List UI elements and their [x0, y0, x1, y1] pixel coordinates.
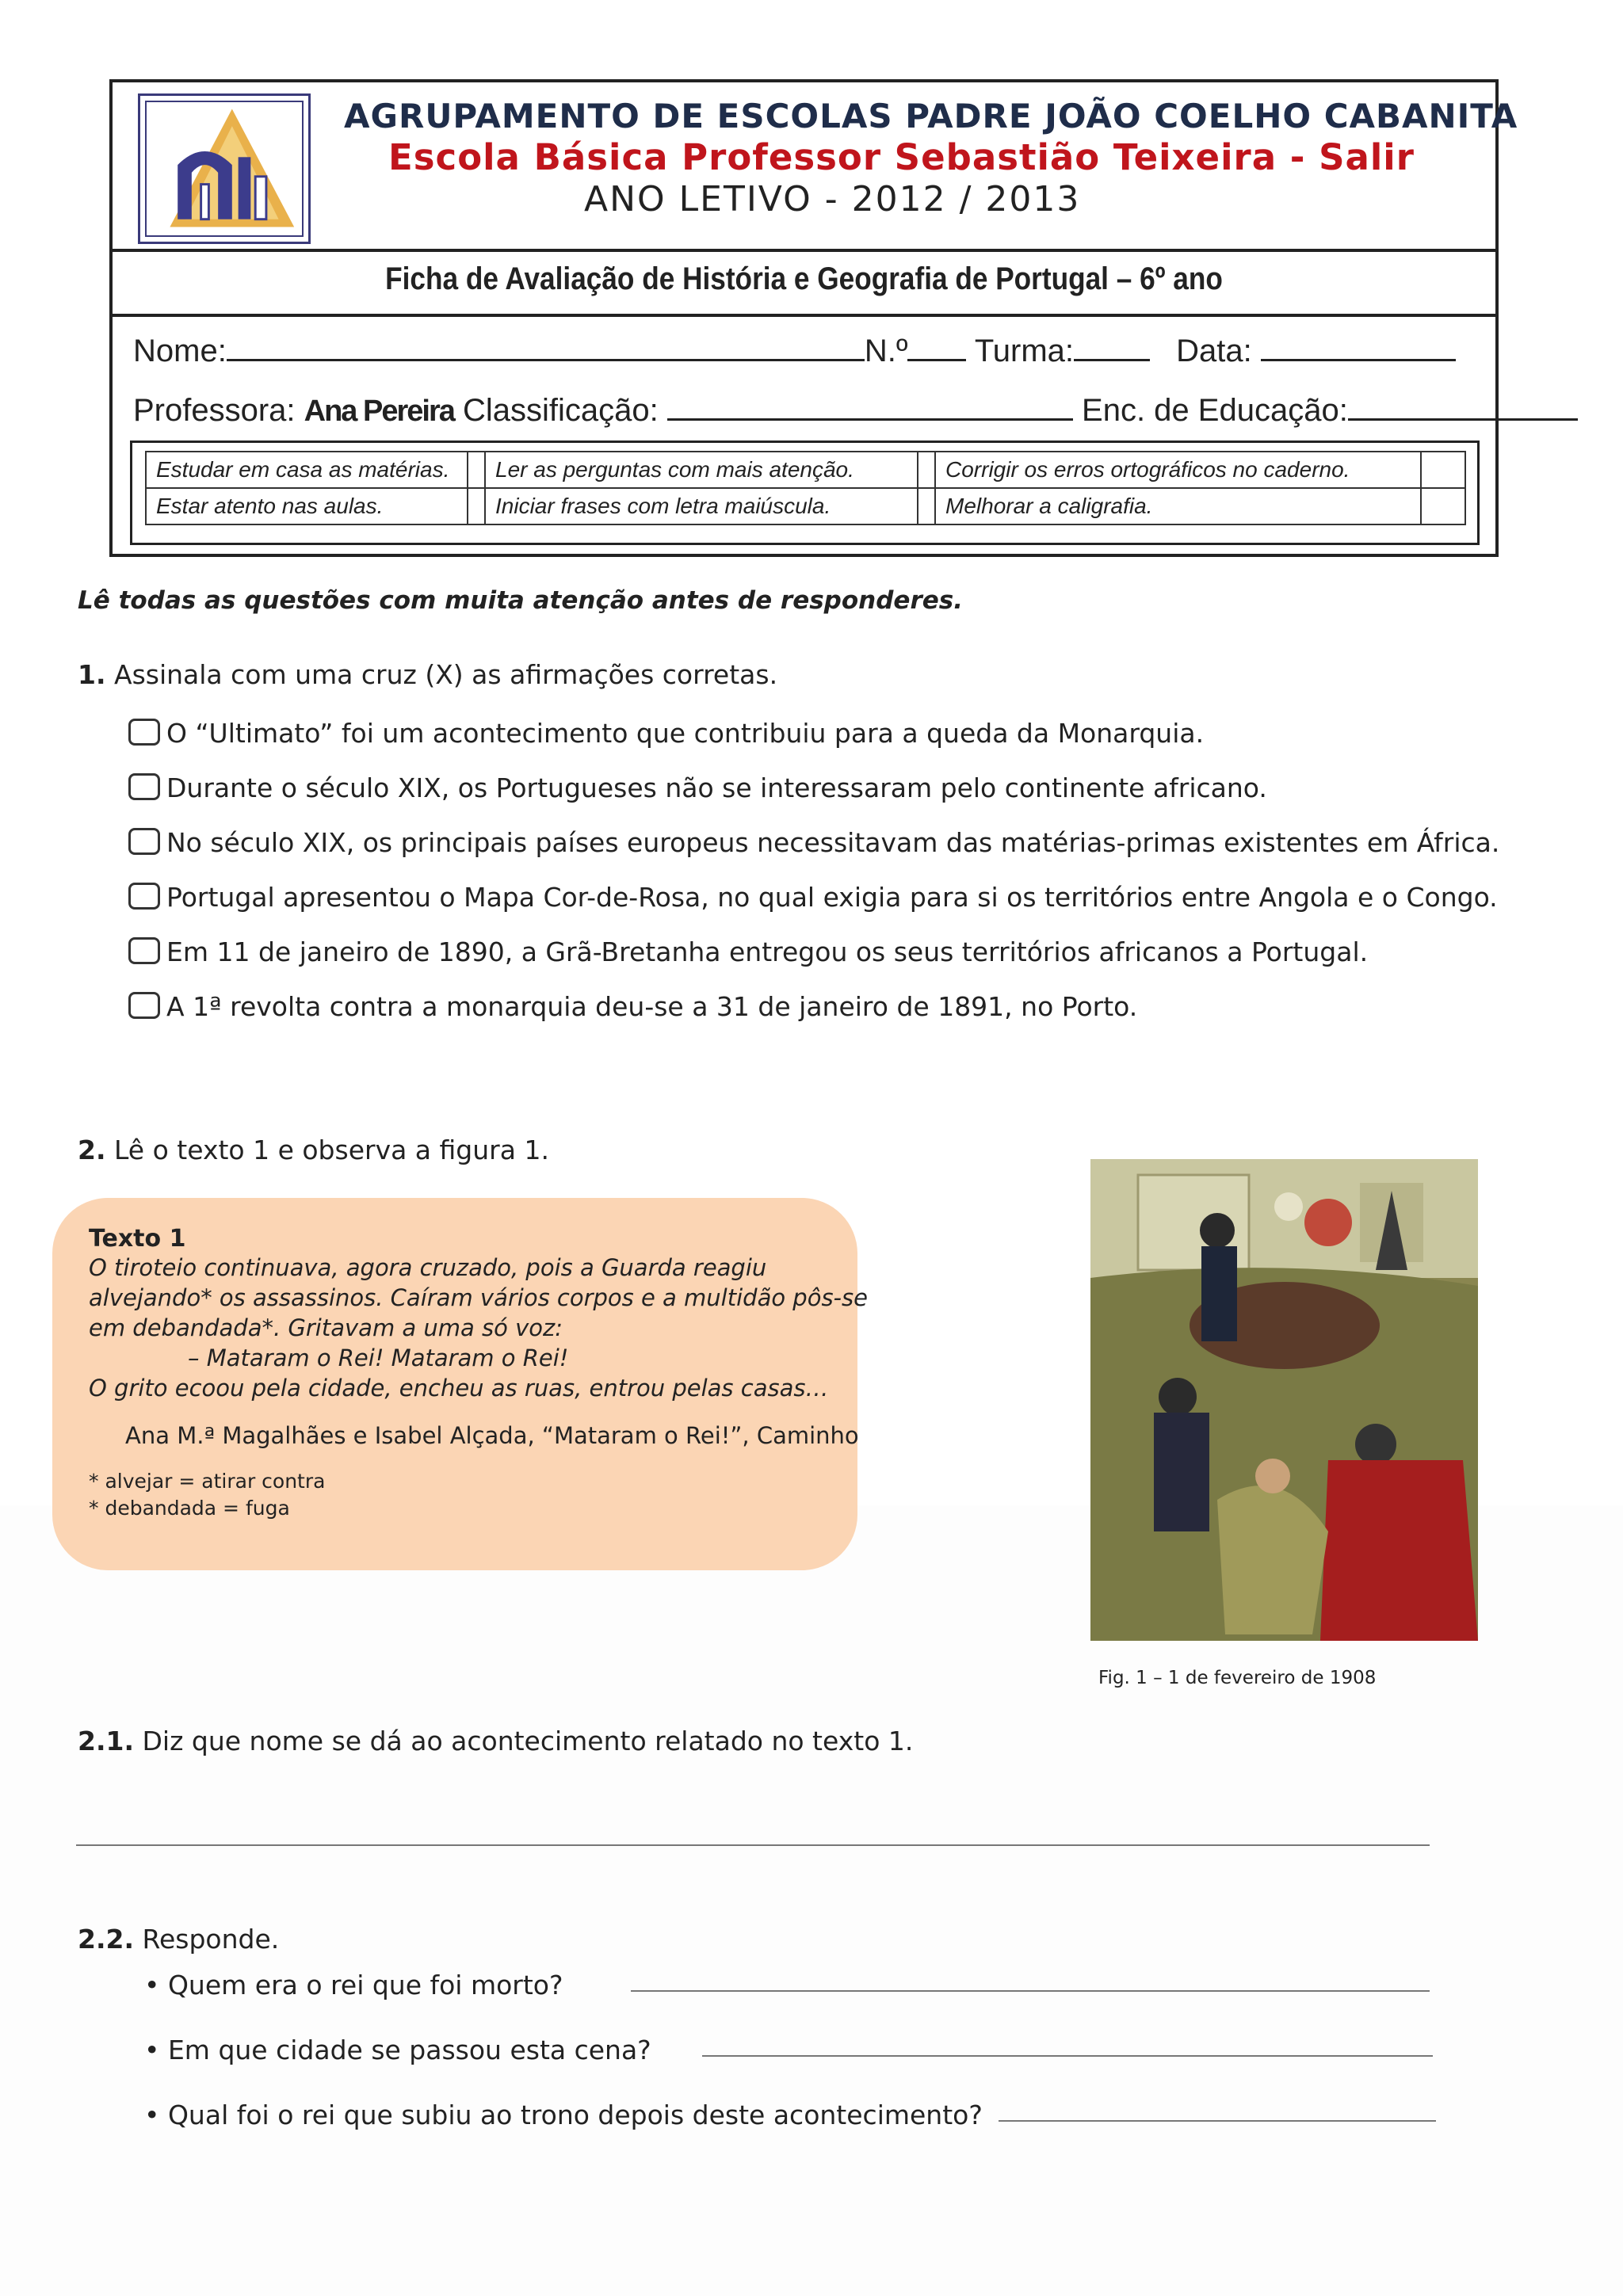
option-text: Portugal apresentou o Mapa Cor-de-Rosa, no qual exigia para si os territórios entre Angola e o Congo. [166, 882, 1498, 913]
classificacao-label: Classificação: [463, 393, 659, 428]
list-item [128, 718, 1204, 749]
professora-label: Professora: [133, 393, 296, 428]
question-number: 2.1. [78, 1726, 134, 1756]
tip-cell: Estar atento nas aulas. [146, 488, 468, 524]
list-item [128, 991, 1137, 1022]
answer-checkbox[interactable] [128, 937, 160, 964]
worksheet-title: Ficha de Avaliação de História e Geografia de Portugal – 6º ano [385, 261, 1223, 296]
texto-1-box [52, 1198, 868, 1570]
table-row [146, 452, 1465, 488]
question-text: Lê o texto 1 e observa a figura 1. [114, 1135, 549, 1165]
tip-checkbox[interactable] [918, 488, 935, 524]
option-text: Em 11 de janeiro de 1890, a Grã-Bretanha entregou os seus territórios africanos a Portugal. [166, 936, 1369, 967]
professora-name: Ana Pereira [304, 395, 454, 428]
texto-credit: Ana M.ª Magalhães e Isabel Alçada, “Mataram o Rei!”, Caminho [125, 1422, 859, 1449]
school-name: Escola Básica Professor Sebastião Teixeira - Salir [388, 136, 1415, 178]
answer-checkbox[interactable] [128, 883, 160, 910]
tip-cell: Iniciar frases com letra maiúscula. [485, 488, 918, 524]
tip-checkbox[interactable] [1421, 452, 1465, 488]
tip-cell: Ler as perguntas com mais atenção. [485, 452, 918, 488]
turma-field[interactable] [1074, 332, 1150, 361]
school-logo [138, 93, 311, 244]
list-item: • Quem era o rei que foi morto? [144, 1970, 563, 2000]
school-year: ANO LETIVO - 2012 / 2013 [584, 179, 1081, 219]
answer-line[interactable] [999, 2120, 1436, 2122]
list-item [128, 827, 1499, 858]
answer-checkbox[interactable] [128, 773, 160, 800]
header-divider [113, 314, 1495, 317]
tip-cell: Corrigir os erros ortográficos no caderno. [935, 452, 1421, 488]
list-item [128, 772, 1267, 803]
question-2 [78, 1135, 549, 1165]
list-item [128, 882, 1498, 913]
enc-educacao-label: Enc. de Educação: [1082, 393, 1348, 428]
tip-checkbox[interactable] [918, 452, 935, 488]
nome-label: Nome: [133, 334, 227, 368]
question-text: Assinala com uma cruz (X) as afirmações corretas. [114, 659, 778, 690]
school-group-title: AGRUPAMENTO DE ESCOLAS PADRE JOÃO COELHO CABANITA [344, 97, 1518, 135]
student-fields-row [133, 332, 1456, 369]
answer-checkbox[interactable] [128, 719, 160, 746]
texto-line: em debandada*. Gritavam a uma só voz: [89, 1314, 563, 1341]
tip-checkbox[interactable] [468, 488, 485, 524]
question-1 [78, 659, 777, 690]
texto-line: – Mataram o Rei! Mataram o Rei! [188, 1344, 569, 1371]
numero-field[interactable] [907, 332, 966, 361]
question-number: 1. [78, 659, 106, 690]
option-text: No século XIX, os principais países europeus necessitavam das matérias-primas existentes em África. [166, 827, 1500, 858]
turma-label: Turma: [974, 334, 1075, 368]
option-text: O “Ultimato” foi um acontecimento que contribuiu para a queda da Monarquia. [166, 718, 1205, 749]
enc-educacao-field[interactable] [1348, 391, 1578, 421]
study-tips-table [145, 451, 1466, 525]
figure-caption: Fig. 1 – 1 de fevereiro de 1908 [1098, 1668, 1377, 1688]
question-text: Diz que nome se dá ao acontecimento relatado no texto 1. [142, 1726, 914, 1756]
tip-checkbox[interactable] [468, 452, 485, 488]
answer-checkbox[interactable] [128, 992, 160, 1019]
logo-emblem [145, 101, 304, 237]
question-number: 2. [78, 1135, 106, 1165]
header-box [109, 79, 1518, 557]
data-field[interactable] [1261, 332, 1456, 361]
texto-line: O tiroteio continuava, agora cruzado, pois a Guarda reagiu [89, 1254, 767, 1281]
list-item [128, 936, 1368, 967]
answer-line[interactable] [631, 1990, 1430, 1992]
instruction-text: Lê todas as questões com muita atenção antes de responderes. [78, 586, 963, 615]
answer-line[interactable] [76, 1844, 1430, 1846]
tip-cell: Estudar em casa as matérias. [146, 452, 468, 488]
question-text: Responde. [142, 1924, 280, 1955]
texto-line: alvejando* os assassinos. Caíram vários corpos e a multidão pôs-se [89, 1284, 868, 1311]
answer-checkbox[interactable] [128, 828, 160, 855]
tip-cell: Melhorar a caligrafia. [935, 488, 1421, 524]
figure-1-illustration [1090, 1159, 1478, 1641]
data-label: Data: [1176, 334, 1252, 368]
teacher-fields-row [133, 391, 1578, 429]
table-row [146, 488, 1465, 524]
answer-line[interactable] [702, 2055, 1433, 2057]
nome-field[interactable] [227, 332, 865, 361]
regicide-illustration [1090, 1159, 1478, 1641]
question-2-2 [78, 1924, 279, 1955]
header-divider [113, 249, 1495, 252]
numero-label: N.º [864, 334, 908, 368]
question-number: 2.2. [78, 1924, 134, 1955]
logo-icon [147, 102, 302, 235]
texto-title: Texto 1 [89, 1225, 186, 1253]
texto-note: * alvejar = atirar contra [89, 1470, 326, 1493]
study-tips-box [130, 441, 1480, 545]
texto-line: O grito ecoou pela cidade, encheu as ruas, entrou pelas casas… [89, 1375, 829, 1402]
option-text: A 1ª revolta contra a monarquia deu-se a 31 de janeiro de 1891, no Porto. [166, 991, 1138, 1022]
tip-checkbox[interactable] [1421, 488, 1465, 524]
list-item: • Em que cidade se passou esta cena? [144, 2035, 651, 2065]
texto-note: * debandada = fuga [89, 1497, 290, 1520]
option-text: Durante o século XIX, os Portugueses não se interessaram pelo continente africano. [166, 772, 1267, 803]
classificacao-field[interactable] [667, 391, 1073, 421]
question-2-1 [78, 1726, 913, 1756]
list-item: • Qual foi o rei que subiu ao trono depois deste acontecimento? [144, 2100, 983, 2130]
